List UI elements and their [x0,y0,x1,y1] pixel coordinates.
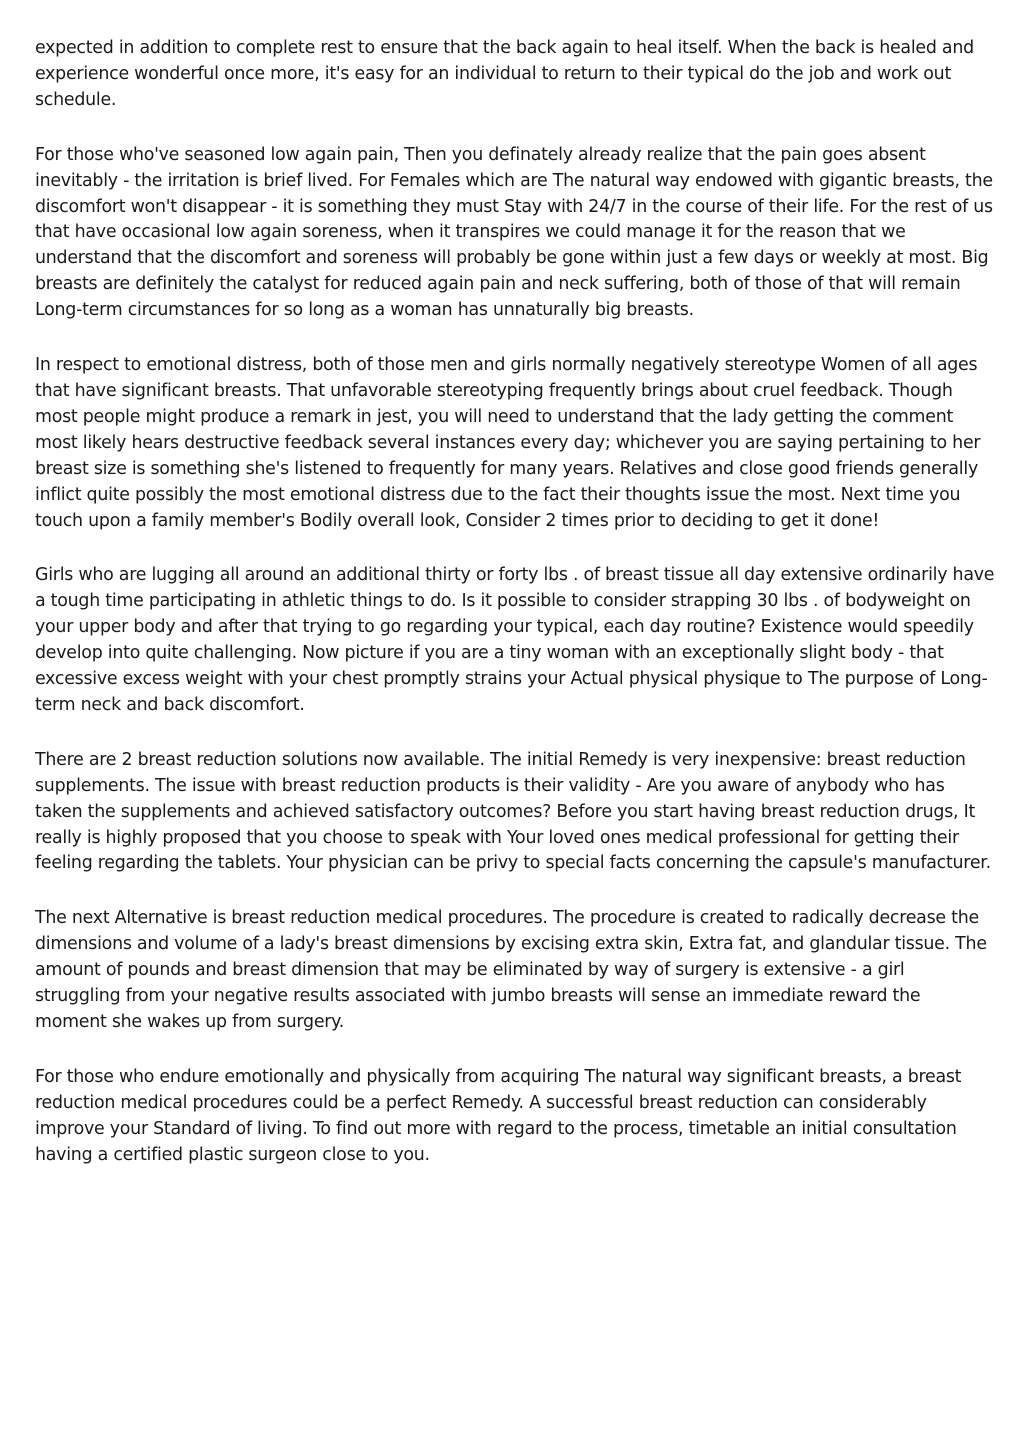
paragraph-3: In respect to emotional distress, both of those men and girls normally negatively stereotype Women of all ages that have significant breasts. That unfavorable stereotyping frequently brings about cruel feedback. Though most people might produce a remark in jest, you will need to understand that the lady getting the comment most likely hears destructive feedback several instances every day; whichever you are saying pertaining to her breast size is something she's listened to frequently for many years. Relatives and close good friends generally inflict quite possibly the most emotional distress due to the fact their thoughts issue the most. Next time you touch upon a family member's Bodily overall look, Consider 2 times prior to deciding to get it done! [35,355,981,531]
paragraph-5: There are 2 breast reduction solutions now available. The initial Remedy is very inexpensive: breast reduction supplements. The issue with breast reduction products is their validity - Are you aware of anybody who has taken the supplements and achieved satisfactory outcomes? Before you start having breast reduction drugs, It really is highly proposed that you choose to speak with Your loved ones medical professional for getting their feeling regarding the tablets. Your physician can be privy to special facts concerning the capsule's manufacturer. [35,749,991,874]
paragraph-7: For those who endure emotionally and physically from acquiring The natural way significant breasts, a breast reduction medical procedures could be a perfect Remedy. A successful breast reduction can considerably improve your Standard of living. To find out more with regard to the process, timetable an initial consultation having a certified plastic surgeon close to you. [35,1066,962,1165]
paragraph-1: expected in addition to complete rest to ensure that the back again to heal itself. When the back is healed and experience wonderful once more, it's easy for an individual to return to their typical do the job and work out schedule. [35,38,974,110]
document-page [35,36,995,1198]
paragraph-6: The next Alternative is breast reduction medical procedures. The procedure is created to radically decrease the dimensions and volume of a lady's breast dimensions by excising extra skin, Extra fat, and glandular tissue. The amount of pounds and breast dimension that may be eliminated by way of surgery is extensive - a girl struggling from your negative results associated with jumbo breasts will sense an immediate reward the moment she wakes up from surgery. [35,908,987,1032]
paragraph-4: Girls who are lugging all around an additional thirty or forty lbs . of breast tissue all day extensive ordinarily have a tough time participating in athletic things to do. Is it possible to consider strapping 30 lbs . of bodyweight on your upper body and after that trying to go regarding your typical, each day routine? Existence would speedily develop into quite challenging. Now picture if you are a tiny woman with an exceptionally slight body - that excessive excess weight with your chest promptly strains your Actual physical physique to The purpose of Long-term neck and back discomfort. [35,565,995,715]
paragraph-2: For those who've seasoned low again pain, Then you definately already realize that the pain goes absent inevitably - the irritation is brief lived. For Females which are The natural way endowed with gigantic breasts, the discomfort won't disappear - it is something they must Stay with 24/7 in the course of their life. For the rest of us that have occasional low again soreness, when it transpires we could manage it for the reason that we understand that the discomfort and soreness will probably be gone within just a few days or weekly at most. Big breasts are definitely the catalyst for reduced again pain and neck suffering, both of those of that will remain Long-term circumstances for so long as a woman has unnaturally big breasts. [35,144,993,321]
